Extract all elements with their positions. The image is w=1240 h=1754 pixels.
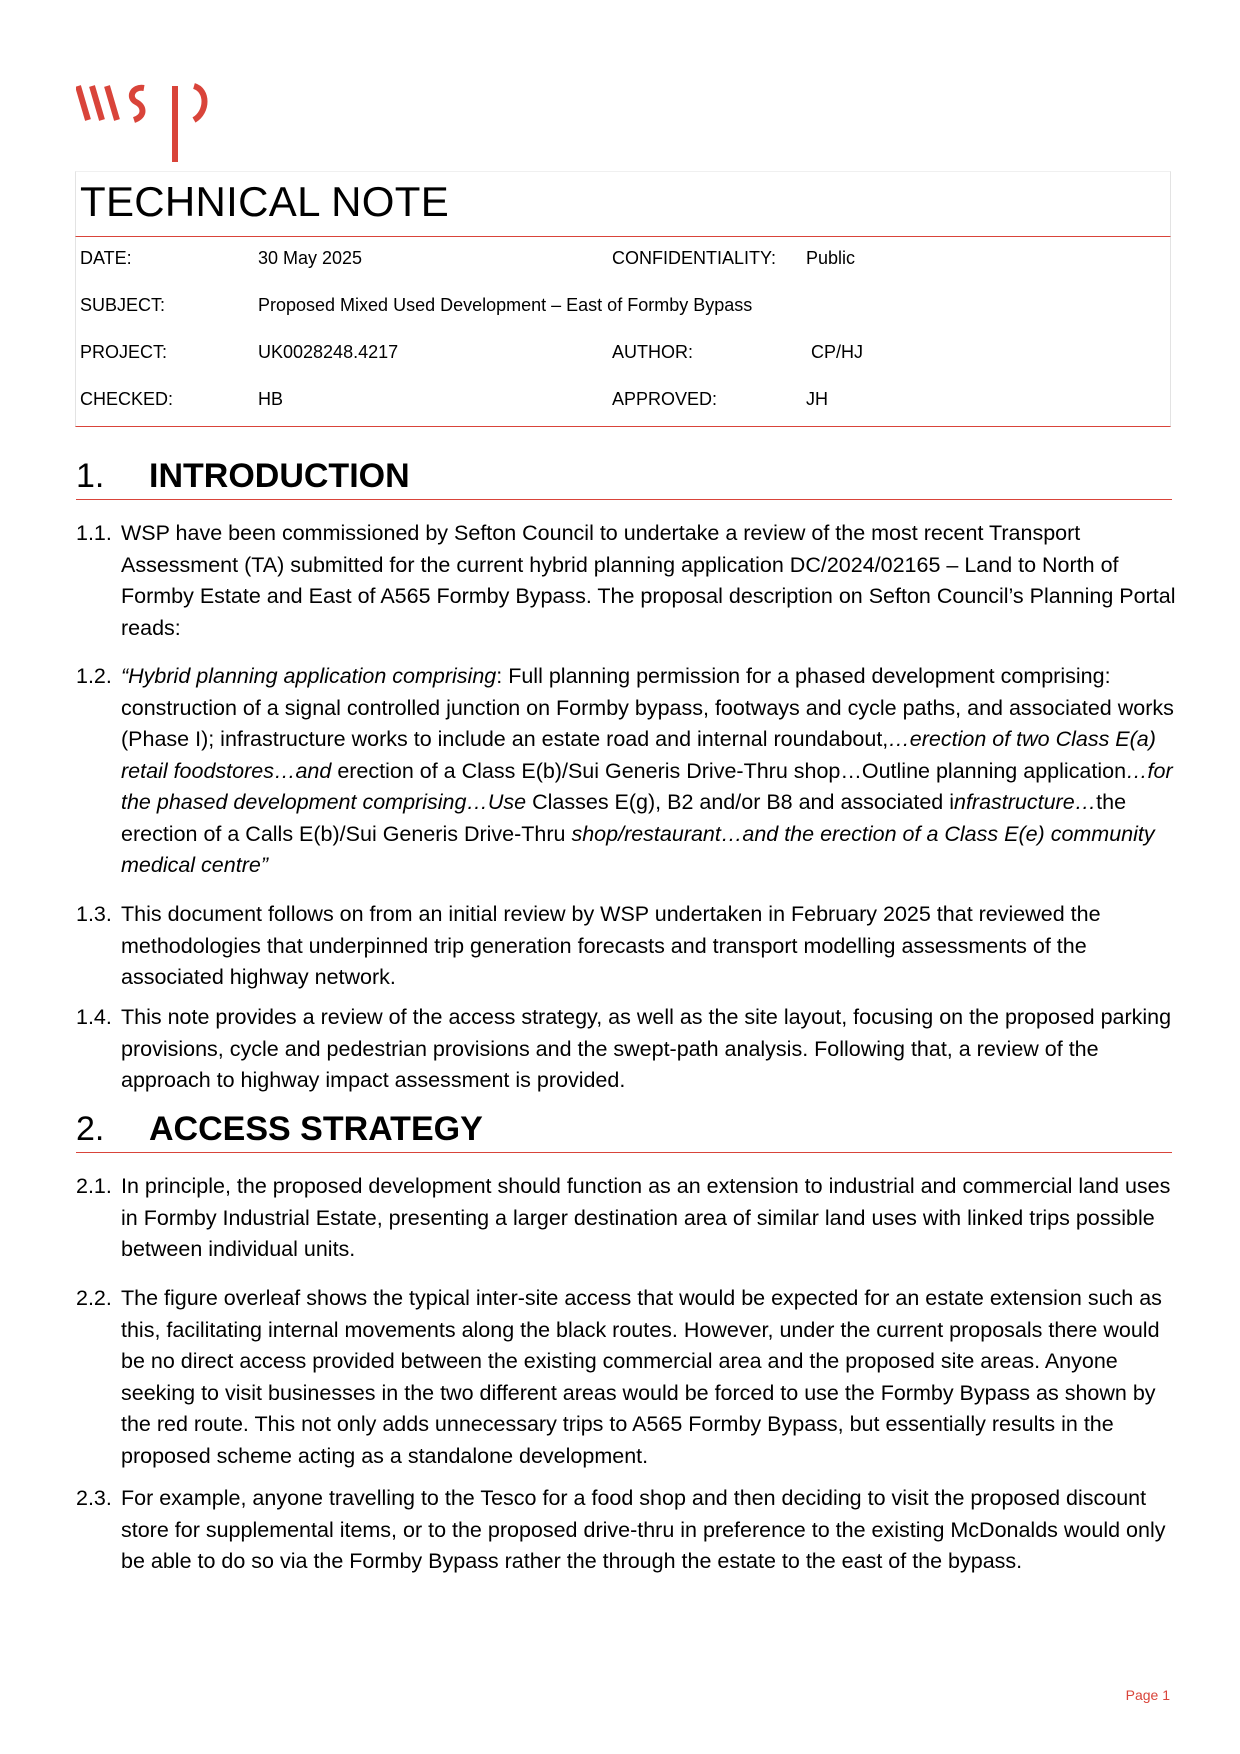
checked-value: HB: [258, 389, 284, 409]
section-heading-introduction: [76, 457, 1172, 500]
paragraph-text: For example, anyone travelling to the Tesco for a food shop and then deciding to visit the proposed discount store for supplemental items, or to the proposed drive-thru in preference to the existing McDonalds would only be able to do so via the Formby Bypass rather the through the estate to the east of the bypass.: [121, 1486, 1166, 1573]
paragraph-number: 1.3.: [76, 902, 112, 926]
section-title: ACCESS STRATEGY: [149, 1110, 483, 1148]
section-title: INTRODUCTION: [149, 457, 410, 495]
paragraph-1-2: [76, 661, 1176, 882]
text-run: nfrastructure…: [953, 790, 1097, 814]
section-number: 2.: [76, 1110, 105, 1148]
paragraph-number: 1.1.: [76, 521, 112, 545]
text-run: : Full planning permission for a phased development comprising: construction of a signal controlled junction on Formby bypass, footways and cycle paths, and associated works (Phase I); infrastructure works to include an estate road and internal roundabout,: [121, 664, 1174, 751]
date-label: DATE:: [80, 248, 132, 268]
paragraph-number: 2.2.: [76, 1286, 112, 1310]
document-title: TECHNICAL NOTE: [80, 178, 450, 225]
project-value: UK0028248.4217: [258, 342, 399, 362]
paragraph-1-4: [76, 1002, 1176, 1097]
title-box: [75, 171, 1171, 237]
wsp-logo-mark: [76, 82, 216, 162]
paragraph-text: The figure overleaf shows the typical inter-site access that would be expected for an estate extension such as this, facilitating internal movements along the black routes. However, under the current proposals there would be no direct access provided between the existing commercial area and the proposed site areas. Anyone seeking to visit businesses in the two different areas would be forced to use the Formby Bypass as shown by the red route. This not only adds unnecessary trips to A565 Formby Bypass, but essentially results in the proposed scheme acting as a standalone development.: [121, 1286, 1162, 1468]
confidentiality-value: Public: [806, 248, 856, 268]
confidentiality-label: CONFIDENTIALITY:: [612, 248, 777, 268]
approved-value: JH: [806, 389, 828, 409]
section-heading-access-strategy: [76, 1110, 1172, 1153]
wsp-logo: [76, 82, 216, 167]
subject-value: Proposed Mixed Used Development – East of Formby Bypass: [258, 295, 753, 315]
paragraph-text: WSP have been commissioned by Sefton Council to undertake a review of the most recent Transport Assessment (TA) submitted for the current hybrid planning application DC/2024/02165 – Land to North of Formby Estate and East of A565 Formby Bypass. The proposal description on Sefton Council’s Planning Portal reads:: [121, 521, 1176, 640]
paragraph-number: 2.1.: [76, 1174, 112, 1198]
text-run: erection of a Class E(b)/Sui Generis Drive-Thru shop…Outline planning application: [331, 758, 1127, 783]
text-run: “Hybrid planning application comprising: [121, 664, 497, 688]
paragraph-text: This note provides a review of the access strategy, as well as the site layout, focusing on the proposed parking provisions, cycle and pedestrian provisions and the swept-path analysis. Following that, a review of the approach to highway impact assessment is provided.: [121, 1005, 1172, 1092]
paragraph-2-2: [76, 1283, 1176, 1472]
author-label: AUTHOR:: [612, 342, 693, 362]
paragraph-text: [121, 661, 1176, 882]
text-run: the erection of a Calls E(b)/Sui Generis Drive-Thru: [121, 790, 1127, 846]
text-run: shop/restaurant…and the erection of a Class E(e) community medical centre”: [121, 821, 1155, 877]
paragraph-number: 1.2.: [76, 664, 112, 688]
paragraph-1-1: [76, 518, 1176, 644]
paragraph-number: 2.3.: [76, 1486, 112, 1510]
text-run: Classes E(g), B2 and/or B8 and associated i: [526, 790, 954, 814]
project-label: PROJECT:: [80, 342, 168, 362]
paragraph-1-3: [76, 899, 1176, 994]
author-value: CP/HJ: [811, 342, 864, 362]
section-number: 1.: [76, 457, 105, 495]
paragraph-2-3: [76, 1483, 1176, 1578]
page-number: Page 1: [1125, 1687, 1170, 1703]
paragraph-text: In principle, the proposed development should function as an extension to industrial and commercial land uses in Formby Industrial Estate, presenting a larger destination area of similar land uses with linked trips possible between individual units.: [121, 1174, 1171, 1261]
paragraph-2-1: [76, 1171, 1176, 1266]
date-value: 30 May 2025: [258, 248, 363, 268]
checked-label: CHECKED:: [80, 389, 174, 409]
metadata-table: [75, 237, 1171, 427]
approved-label: APPROVED:: [612, 389, 718, 409]
paragraph-text: This document follows on from an initial review by WSP undertaken in February 2025 that reviewed the methodologies that underpinned trip generation forecasts and transport modelling assessments of the associated highway network.: [121, 902, 1101, 989]
text-run: …for the phased development comprising…Use: [121, 758, 1173, 814]
paragraph-number: 1.4.: [76, 1005, 112, 1029]
subject-label: SUBJECT:: [80, 295, 166, 315]
text-run: …erection of two Class E(a) retail foodstores…and: [121, 727, 1156, 783]
